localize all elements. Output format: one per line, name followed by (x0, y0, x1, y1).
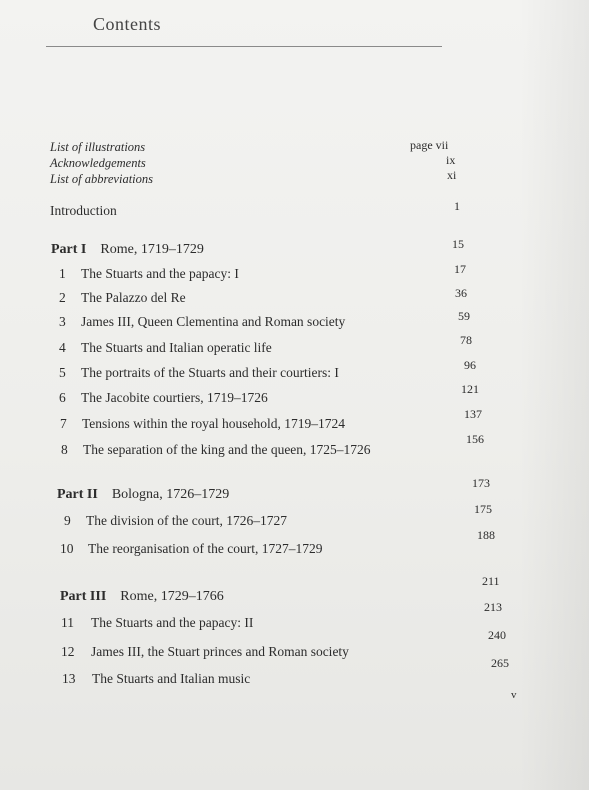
front-entry-abbreviations: List of abbreviations (50, 172, 154, 186)
chapter-9-number: 9 (64, 513, 71, 528)
chapter-10-page: 188 (477, 528, 495, 542)
chapter-13-page: 265 (491, 656, 509, 670)
chapter-10-number: 10 (60, 541, 74, 556)
chapter-7-page: 137 (464, 407, 482, 421)
chapter-5 (59, 365, 339, 381)
part-3-label: Part III (60, 589, 107, 604)
front-entry-acknowledgements: Acknowledgements (50, 156, 146, 170)
chapter-10-title: The reorganisation of the court, 1727–1729 (88, 541, 323, 556)
chapter-4-page: 78 (460, 333, 472, 347)
chapter-6-title: The Jacobite courtiers, 1719–1726 (81, 390, 268, 405)
chapter-7 (60, 416, 345, 432)
chapter-11-number: 11 (61, 615, 74, 630)
part-1-label: Part I (51, 242, 87, 257)
title-rule (46, 46, 442, 47)
chapter-3 (59, 314, 345, 330)
chapter-9-title: The division of the court, 1726–1727 (86, 513, 287, 528)
chapter-8-title: The separation of the king and the queen, 1725–1726 (83, 442, 371, 457)
part-2-label: Part II (57, 487, 98, 502)
part-2-page: 173 (472, 476, 490, 490)
part-2-heading (57, 487, 229, 503)
page-title: Contents (93, 14, 162, 34)
chapter-11-title: The Stuarts and the papacy: II (91, 615, 254, 630)
chapter-5-page: 96 (464, 358, 476, 372)
chapter-8 (61, 442, 371, 458)
chapter-13-title: The Stuarts and Italian music (92, 671, 251, 686)
chapter-6-page: 121 (461, 382, 479, 396)
part-2-title: Bologna, 1726–1729 (111, 487, 230, 502)
chapter-2-page: 36 (455, 286, 467, 300)
chapter-9 (64, 513, 287, 529)
intro-page: 1 (454, 199, 460, 213)
chapter-12-page: 240 (488, 628, 506, 642)
front-page-illustrations: page vii (410, 138, 449, 152)
chapter-1-page: 17 (454, 262, 466, 276)
chapter-1-number: 1 (59, 266, 66, 281)
part-3-title: Rome, 1729–1766 (120, 589, 224, 604)
page-folio: v (511, 689, 517, 701)
chapter-10 (60, 541, 322, 557)
intro-entry: Introduction (50, 203, 117, 218)
front-page-abbreviations: xi (447, 168, 457, 182)
chapter-13-number: 13 (62, 671, 76, 686)
chapter-12-number: 12 (61, 644, 75, 659)
chapter-7-number: 7 (60, 416, 67, 431)
chapter-1 (59, 266, 239, 282)
part-3-heading (60, 589, 224, 605)
chapter-4-number: 4 (59, 340, 66, 355)
chapter-12-title: James III, the Stuart princes and Roman society (91, 644, 349, 659)
part-3-page: 211 (482, 574, 500, 588)
chapter-4 (59, 340, 272, 356)
chapter-12 (61, 644, 349, 660)
chapter-13 (62, 671, 250, 687)
chapter-1-title: The Stuarts and the papacy: I (81, 266, 239, 281)
chapter-9-page: 175 (474, 502, 492, 516)
part-1-title: Rome, 1719–1729 (100, 242, 204, 257)
page-shadow (519, 0, 589, 790)
chapter-2-number: 2 (59, 290, 66, 305)
chapter-8-page: 156 (466, 432, 484, 446)
chapter-11 (61, 615, 253, 631)
front-entry-illustrations: List of illustrations (50, 140, 146, 154)
chapter-3-page: 59 (458, 309, 470, 323)
chapter-2 (59, 290, 186, 306)
chapter-2-title: The Palazzo del Re (81, 290, 186, 305)
chapter-3-title: James III, Queen Clementina and Roman society (81, 314, 346, 329)
chapter-5-title: The portraits of the Stuarts and their courtiers: I (81, 365, 339, 380)
chapter-6 (59, 390, 268, 406)
chapter-5-number: 5 (59, 365, 66, 380)
part-1-heading (51, 242, 204, 258)
chapter-7-title: Tensions within the royal household, 1719–1724 (82, 416, 346, 431)
front-page-acknowledgements: ix (446, 153, 456, 167)
chapter-8-number: 8 (61, 442, 68, 457)
chapter-4-title: The Stuarts and Italian operatic life (81, 340, 272, 355)
part-1-page: 15 (452, 237, 464, 251)
chapter-11-page: 213 (484, 600, 502, 614)
chapter-6-number: 6 (59, 390, 66, 405)
chapter-3-number: 3 (59, 314, 66, 329)
